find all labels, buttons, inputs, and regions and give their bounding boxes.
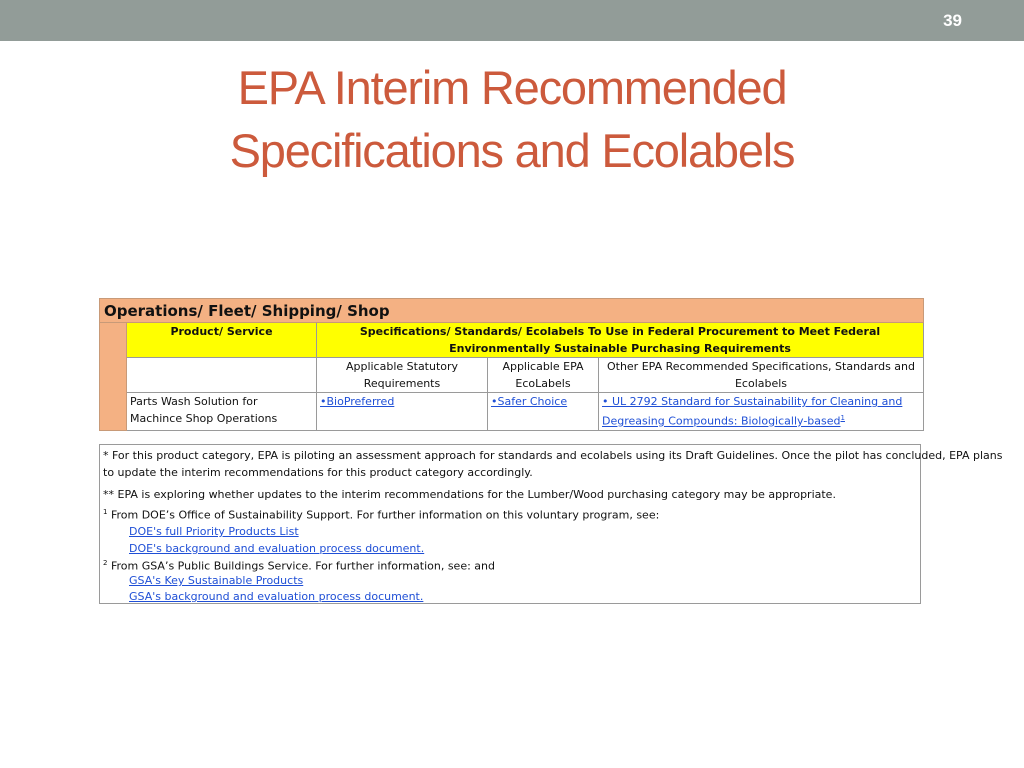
- epa-ecolabel-cell: [488, 393, 599, 431]
- slide-title-line1: EPA Interim Recommended: [237, 61, 787, 114]
- specifications-header: Specifications/ Standards/ Ecolabels To Use in Federal Procurement to Meet Federal Environmentally Sustainable Purchasing Requirements: [317, 323, 924, 358]
- statutory-cell: [317, 393, 488, 431]
- footnote-gsa-marker: 2: [103, 559, 108, 567]
- section-color-strip: [100, 323, 127, 431]
- footnotes-box: [99, 444, 1003, 604]
- footnote-pilot-line1: * For this product category, EPA is piloting an assessment approach for standards and ecolabels using its Draft Guidelines. Once the pilot has concluded, EPA plans: [103, 449, 1003, 462]
- ul-2792-link[interactable]: • UL 2792 Standard for Sustainability for Cleaning and Degreasing Compounds: Biologically-based: [602, 395, 903, 428]
- epa-ecolabels-header: Applicable EPA EcoLabels: [488, 358, 599, 393]
- footnote-doe: [103, 508, 659, 522]
- slide-number: 39: [943, 11, 962, 30]
- footnote-gsa: [103, 559, 495, 573]
- gsa-key-products-link[interactable]: GSA's Key Sustainable Products: [129, 574, 304, 587]
- empty-cell: [127, 358, 317, 393]
- slide-title-line2: Specifications and Ecolabels: [229, 124, 795, 177]
- footnote-gsa-text: From GSA’s Public Buildings Service. For further information, see: and: [107, 559, 495, 573]
- product-service-header: Product/ Service: [127, 323, 317, 358]
- table-row: [100, 393, 924, 431]
- slide-title: [0, 56, 1024, 182]
- doe-priority-products-link[interactable]: DOE's full Priority Products List: [129, 525, 299, 538]
- footnote-doe-marker: 1: [103, 508, 108, 516]
- safer-choice-link[interactable]: •Safer Choice: [491, 395, 568, 408]
- statutory-requirements-header: Applicable Statutory Requirements: [317, 358, 488, 393]
- biopreferred-link[interactable]: •BioPreferred: [320, 395, 395, 408]
- other-recommended-header: Other EPA Recommended Specifications, Standards and Ecolabels: [599, 358, 924, 393]
- section-heading: Operations/ Fleet/ Shipping/ Shop: [100, 299, 924, 323]
- header-bar: [0, 0, 1024, 41]
- footnote-doe-text: From DOE’s Office of Sustainability Support. For further information on this voluntary program, see:: [107, 508, 660, 522]
- footnote-pilot-line2: to update the interim recommendations for this product category accordingly.: [103, 466, 533, 479]
- gsa-background-link[interactable]: GSA's background and evaluation process document.: [129, 590, 424, 603]
- spec-table: [99, 298, 924, 431]
- other-spec-cell: [599, 393, 924, 431]
- doe-background-link[interactable]: DOE's background and evaluation process document.: [129, 542, 425, 555]
- footnote-marker: 1: [840, 414, 845, 422]
- product-name-cell: Parts Wash Solution for Machince Shop Operations: [127, 393, 317, 431]
- footnote-lumber: ** EPA is exploring whether updates to the interim recommendations for the Lumber/Wood purchasing category may be appropriate.: [103, 488, 836, 501]
